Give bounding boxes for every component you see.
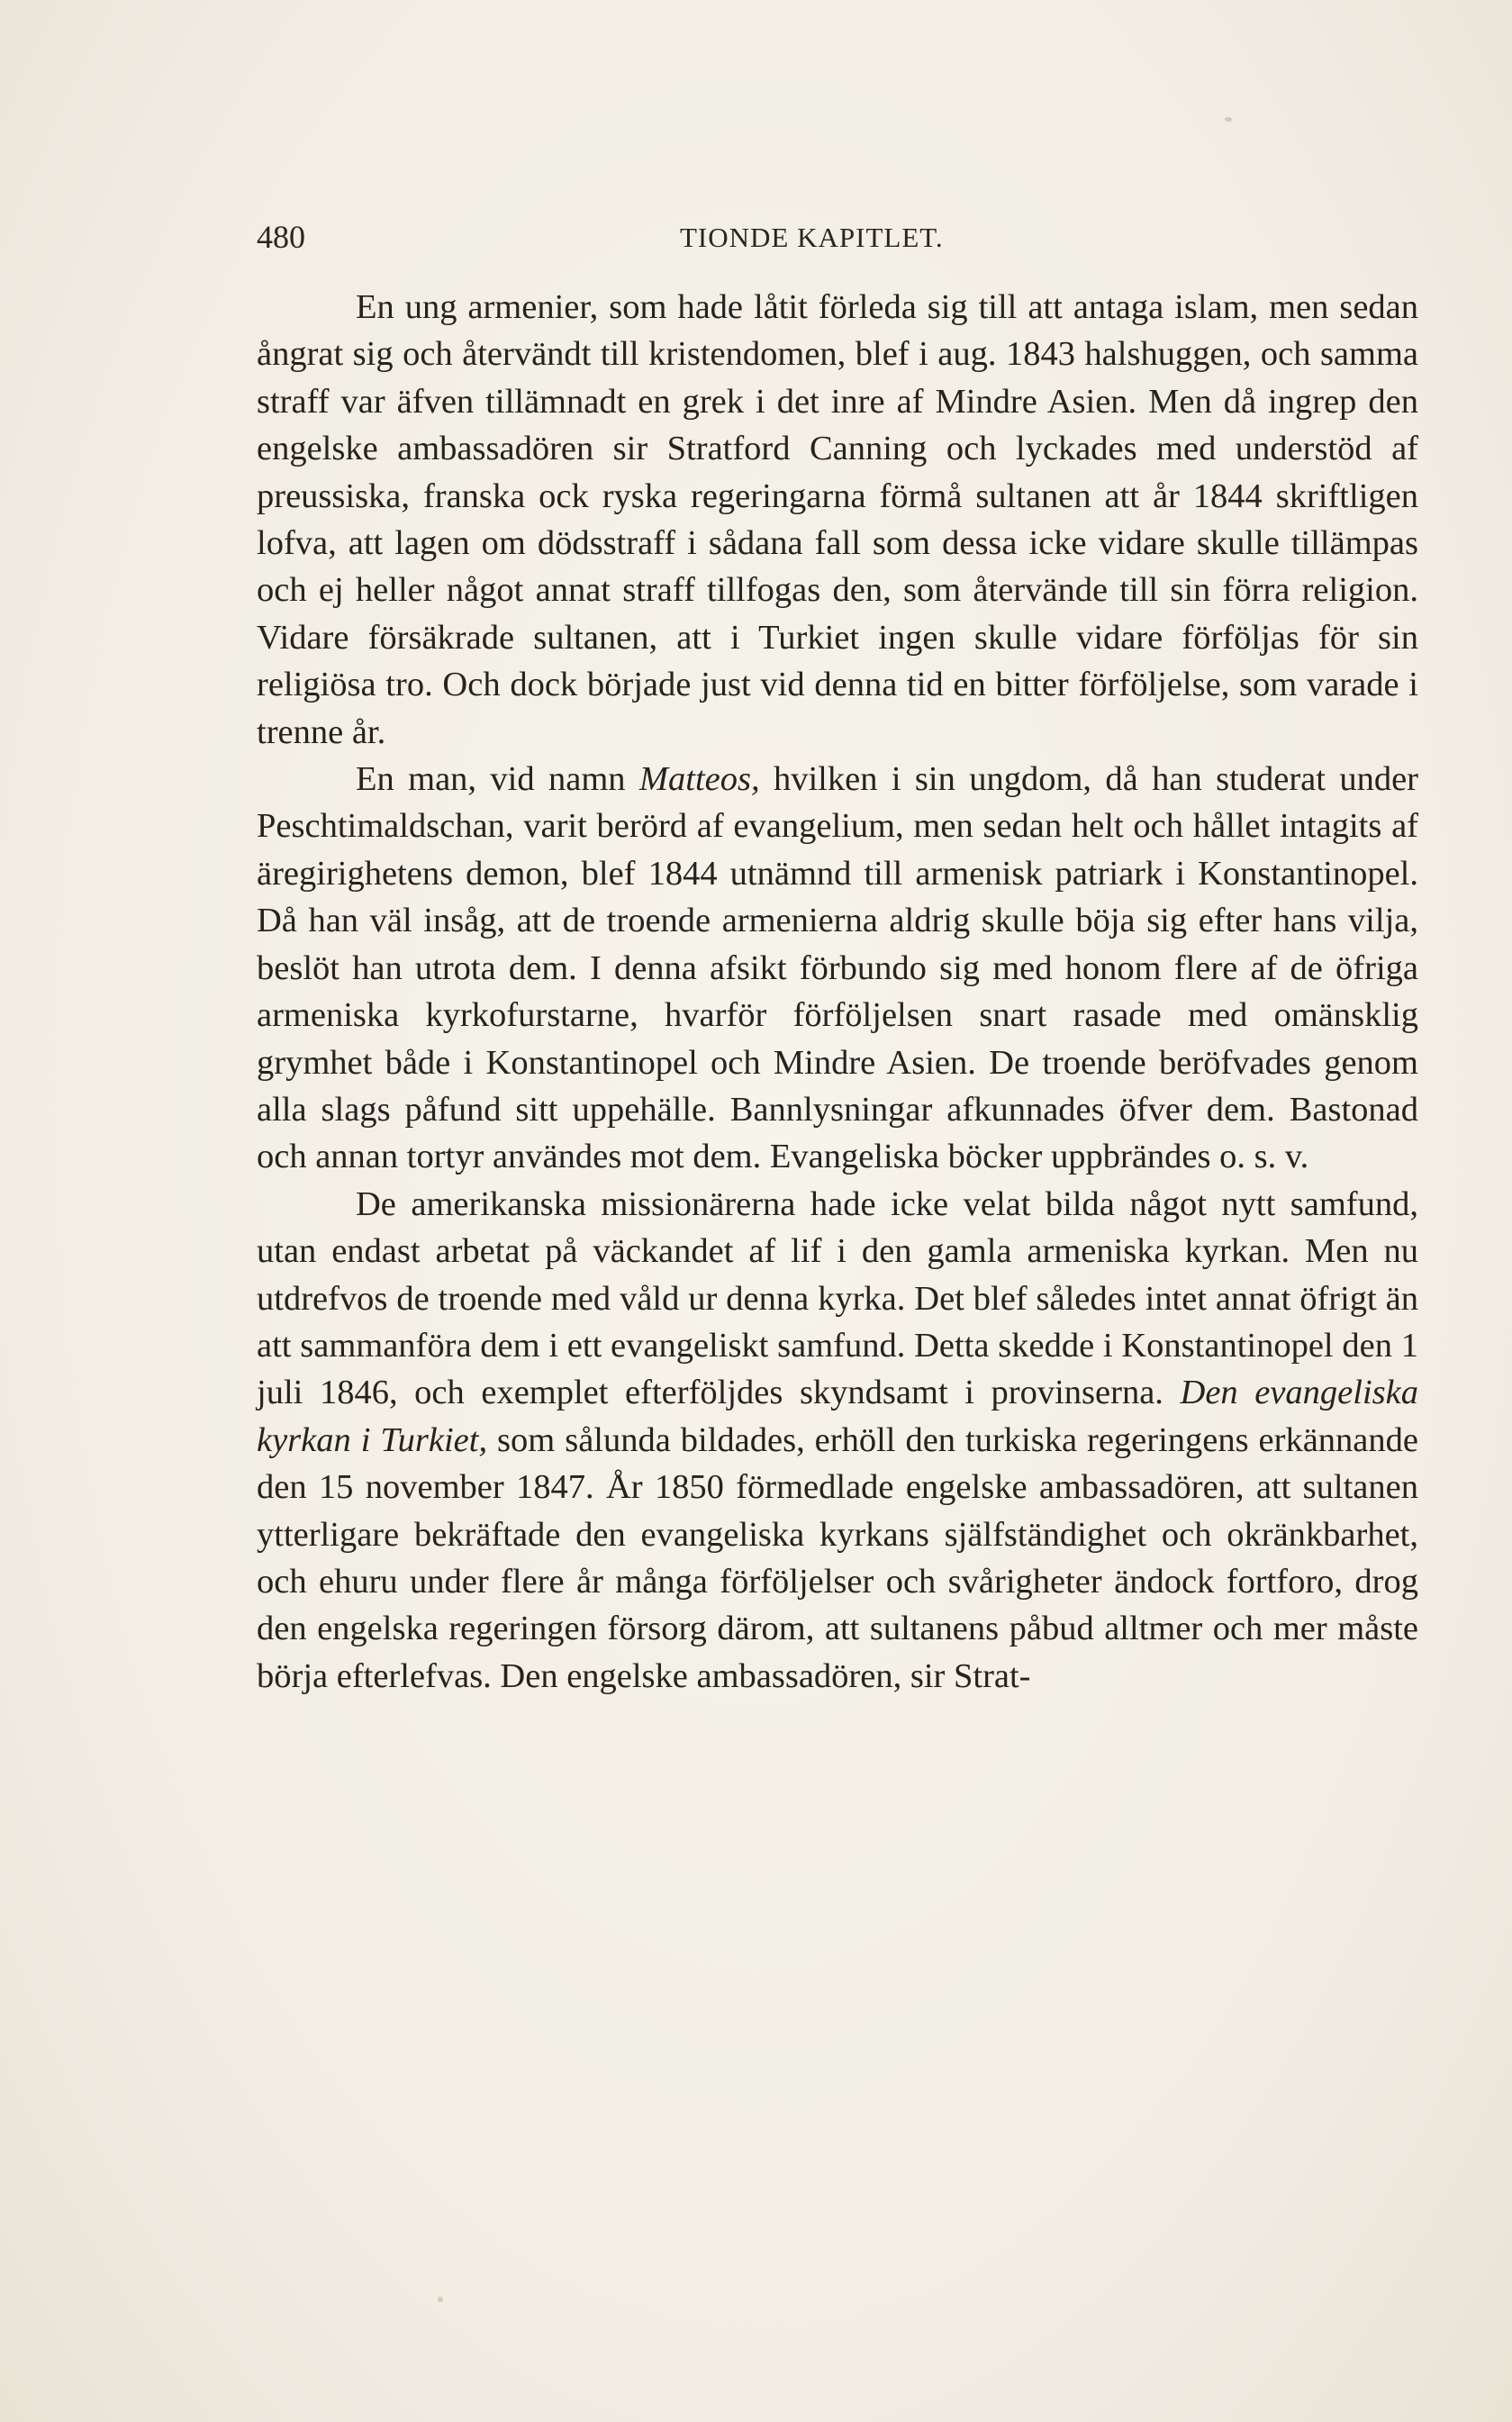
running-title: TIONDE KAPITLET. [680,222,944,253]
body-text [257,284,1418,1700]
text-segment: som sålunda bildades, erhöll den turkiska regeringens erkännande den 15 november 1847. År 1850 förmedlade engelske ambassadören, att sultanen ytterligare bekräftade den evangeliska kyrkans själfständighet och okränkbarhet, och ehuru under flere år många förföljelser och svårigheter ändock fortforo, drog den engelska regeringen försorg därom, att sultanens påbud alltmer och mer måste börja efterlefvas. Den engelske ambassadören, sir Strat- [257,1420,1418,1695]
text-segment: hvilken i sin ungdom, då han studerat under Peschtimaldschan, varit berörd af evangelium, men sedan helt och hållet intagits af äregirighetens demon, blef 1844 utnämnd till armenisk patriark i Konstantinopel. Då han väl insåg, att de troende armenierna aldrig skulle böja sig efter hans vilja, beslöt han utrota dem. I denna afsikt förbundo sig med honom flere af de öfriga armeniska kyrkofurstarne, hvarför förföljelsen snart rasade med omänsklig grymhet både i Konstantinopel och Mindre Asien. De troende beröfvades genom alla slags påfund sitt uppehälle. Bannlysningar afkunnades öfver dem. Bastonad och annan tortyr användes mot dem. Evangeliska böcker uppbrändes o. s. v. [257,760,1418,1176]
italic-name: Matteos, [638,760,760,799]
text-segment: En ung armenier, som hade låtit förleda sig till att antaga islam, men sedan ångrat sig och återvändt till kristendomen, blef i aug. 1843 halshuggen, och samma straff var äfven tillämnadt en grek i det inre af Mindre Asien. Men då ingrep den engelske ambassadören sir Stratford Canning och lyckades med understöd af preussiska, franska ock ryska regeringarna förmå sultanen att år 1844 skriftligen lofva, att lagen om dödsstraff i sådana fall som dessa icke vidare skulle tillämpas och ej heller något annat straff tillfogas den, som återvände till sin förra religion. Vidare försäkrade sultanen, att i Turkiet ingen skulle vidare förföljas för sin religiösa tro. Och dock började just vid denna tid en bitter förföljelse, som varade i trenne år. [257,288,1418,751]
italic-title: Den evangeliska kyrkan i Turkiet, [257,1374,1418,1459]
text-segment: De amerikanska missionärerna hade icke velat bilda något nytt samfund, utan endast arbetat på väckandet af lif i den gamla armeniska kyrkan. Men nu utdrefvos de troende med våld ur denna kyrka. Det blef således intet annat öfrigt än att sammanföra dem i ett evangeliskt samfund. Detta skedde i Konstantinopel den 1 juli 1846, och exemplet efterföljdes skyndsamt i provinserna. [257,1184,1418,1412]
page-header [257,218,1418,263]
paragraph [257,756,1418,1181]
paragraph [257,1181,1418,1700]
text-segment: En man, vid namn [356,760,639,799]
paper-speck [1225,117,1232,122]
paper-speck [438,2297,443,2302]
page-number: 480 [257,219,305,255]
paragraph [257,284,1418,756]
